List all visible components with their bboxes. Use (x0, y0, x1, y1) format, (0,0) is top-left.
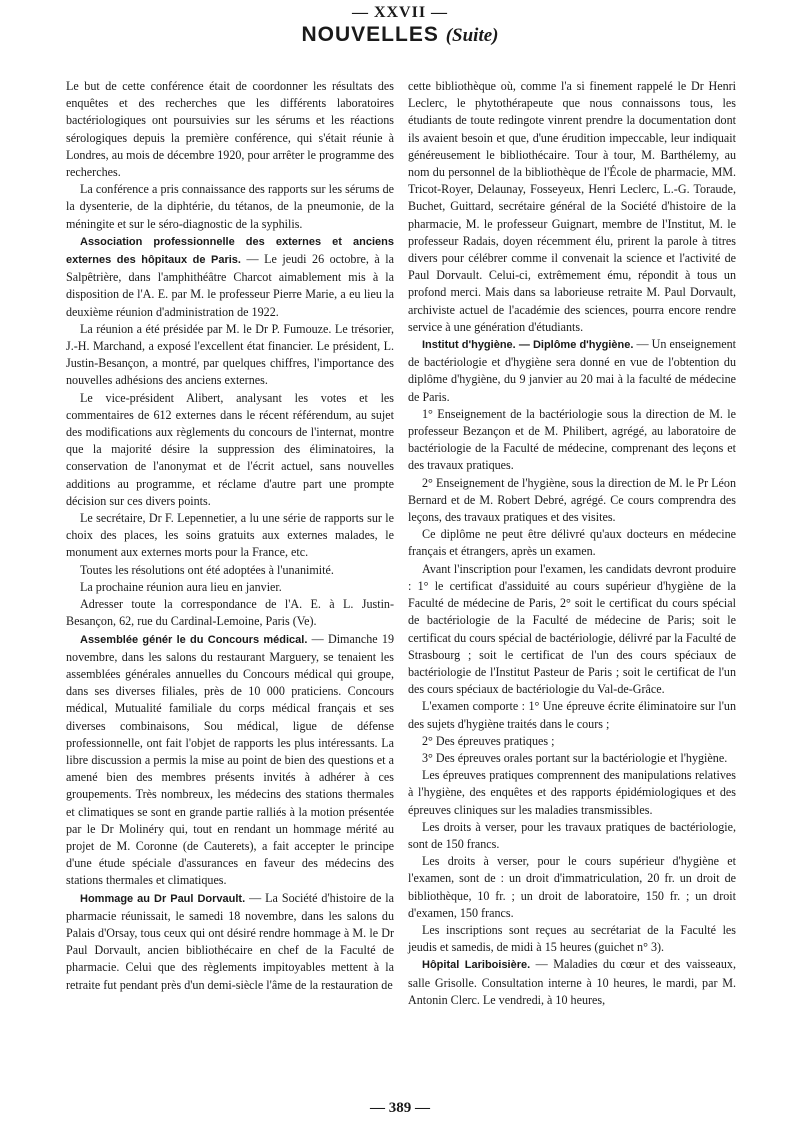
section-text: — Dimanche 19 novembre, dans les salons du restaurant Marguery, se tenaient les assemblées générales annuelles du Concours médical qui groupe, dans ses diverses filiales, près de 10 000 praticiens. Concours médical, Mutualité familiale du corps médical français et ses diverses combinaisons, Sou médical, ligue de défense professionnelle, ont fait l'objet de rapports les plus intéressants. La libre discussion a permis la mise au point de bien des questions et a amené bien des membres présents invités à adhérer à ces groupements. Très nombreux, les médecins des stations thermales et climatiques se sont en grande partie ralliés à la motion présentée par le Dr Molinéry qui, tout en rendant un hommage mérité au projet de M. Coronne (de Cauterets), a fait accepter le principe d'une étude spéciale d'assurances en faveur des médecins des stations thermales et climatiques. (66, 631, 394, 888)
paragraph: Les épreuves pratiques comprennent des manipulations relatives à l'hygiène, des enquêtes et des rapports épidémiologiques et des épreuves cliniques sur les maladies transmissibles. (408, 768, 736, 817)
paragraph: Le secrétaire, Dr F. Lepennetier, a lu une série de rapports sur le choix des places, les soins gratuits aux externes malades, le monument aux externes morts pour la France, etc. (66, 511, 394, 560)
paragraph: Le vice-président Alibert, analysant les votes et les commentaires de 612 externes dans le récent référendum, au sujet des modifications aux règlements du concours de l'internat, montre que la majorité désire la suppression des éliminatoires, la conservation de l'anonymat et de l'écrit actuel, sans nouvelles additions au programme, et réclame d'autre part une prompte décision sur ces divers points. (66, 390, 394, 508)
section-hommage (66, 890, 394, 994)
section-heading: Hommage au Dr Paul Dorvault. (80, 892, 246, 905)
paragraph: Les droits à verser, pour les travaux pratiques de bactériologie, sont de 150 francs. (408, 819, 736, 851)
section-assemblee (66, 631, 394, 890)
paragraph: 1° Enseignement de la bactériologie sous la direction de M. le professeur Bezançon et de M. Philibert, agrégé, au laboratoire de bactériologie de la Faculté de médecine, comprenant des leçons et des travaux pratiques. (408, 406, 736, 473)
section-hopital (408, 956, 736, 1009)
roman-page-number: — XXVII — (351, 4, 449, 21)
section-text: — Le jeudi 26 octobre, à la Salpêtrière, dans l'amphithéâtre Charcot aimablement mis à la disposition de l'A. E. par M. le professeur Pierre Marie, a eu lieu la deuxième réunion d'administration de 1922. (66, 252, 394, 319)
paragraph: 2° Enseignement de l'hygiène, sous la direction de M. le Pr Léon Bernard et de M. Robert Debré, agrégé. Ce cours comprendra des leçons, des travaux pratiques et des visites. (408, 475, 736, 525)
paragraph: Le but de cette conférence était de coordonner les résultats des enquêtes et des recherches que les différents laboratoires bactériologiques ont poursuivies sur les sérums et les réactions sérologiques depuis la première conférence, qui s'était réunie à Londres, au mois de décembre 1920, pour arrêter le programme des recherches. (66, 79, 394, 180)
paragraph: Ce diplôme ne peut être délivré qu'aux docteurs en médecine français et étrangers, après un examen. (408, 527, 736, 559)
paragraph: La prochaine réunion aura lieu en janvier. (80, 579, 282, 594)
section-text: — Un enseignement de bactériologie et d'hygiène sera donné en vue de l'obtention du diplôme d'hygiène, du 9 janvier au 20 mai à la faculté de médecine de Paris. (408, 337, 736, 404)
paragraph: Les inscriptions sont reçues au secrétariat de la Faculté les jeudis et samedis, de midi à 15 heures (guichet n° 3). (408, 922, 736, 955)
paragraph: La conférence a pris connaissance des rapports sur les sérums de la dysenterie, de la diphtérie, du tétanos, de la pneumonie, de la méningite et sur le séro-diagnostic de la syphilis. (66, 182, 394, 231)
paragraph: Les droits à verser, pour le cours supérieur d'hygiène et l'examen, sont de : un droit d'immatriculation, 20 fr. un droit de bibliothèque, 10 fr. ; un droit de laboratoire, 150 fr. ; un droit d'examen, 150 francs. (408, 854, 736, 920)
section-text: — Maladies du cœur et des vaisseaux, salle Grisolle. Consultation interne à 10 heures, le mardi, par M. Antonin Clerc. Le vendredi, à 10 heures, (408, 957, 736, 1007)
page-number: — 389 — (370, 1100, 430, 1116)
section-heading: Assemblée génér le du Concours médical. (80, 633, 308, 646)
title-main: NOUVELLES (301, 23, 439, 46)
paragraph: 3° Des épreuves orales portant sur la bactériologie et l'hygiène. (422, 750, 728, 765)
left-column (66, 78, 394, 994)
section-association (66, 233, 394, 321)
title-suffix: (Suite) (445, 25, 499, 46)
section-heading: Hôpital Lariboisière. (422, 959, 531, 972)
section-heading: Association professionnelle des externes et anciens externes des hôpitaux de Paris. (66, 235, 394, 267)
section-heading: Institut d'hygiène. — Diplôme d'hygiène. (422, 339, 634, 352)
paragraph: Toutes les résolutions ont été adoptées à l'unanimité. (80, 562, 334, 577)
section-text: — La Société d'histoire de la pharmacie réunissait, le samedi 18 novembre, dans les salons du Palais d'Orsay, tous ceux qui ont désiré rendre hommage à M. le Dr Paul Dorvault, ancien bibliothécaire en chef de la Faculté de pharmacie. Celui que des règlements impitoyables mettent à la retraite fut pendant près d'un demi-siècle l'âme de la restauration de (66, 890, 395, 992)
paragraph: L'examen comporte : 1° Une épreuve écrite éliminatoire sur l'un des sujets d'hygiène traités dans le cours ; (408, 699, 736, 731)
page-title (0, 23, 800, 47)
paragraph: Avant l'inscription pour l'examen, les candidats devront produire : 1° le certificat d'assiduité au cours supérieur d'hygiène de la Faculté de médecine de Paris, 2° soit le certificat du cours spécial de bactériologie de la Faculté de médecine de Paris; soit le certificat du cours spécial de bactériologie, délivré par la Faculté de Strasbourg ; soit le certificat de l'un des cours spéciaux de bactériologie de l'Institut Pasteur de Paris ; soit le certificat de l'un des cours spéciaux de bactériologie du Val-de-Grâce. (408, 561, 736, 697)
paragraph: La réunion a été présidée par M. le Dr P. Fumouze. Le trésorier, J.-H. Marchand, a exposé l'excellent état financier. Le président, L. Justin-Besançon, a montré, par quelques chiffres, l'importance des nouvelles adhésions des anciens externes. (66, 321, 394, 388)
right-column (408, 78, 736, 1009)
section-institut (408, 336, 736, 406)
paragraph: Adresser toute la correspondance de l'A. E. à L. Justin-Besançon, 62, rue du Cardinal-Lemoine, Paris (Ve). (66, 597, 394, 629)
paragraph: 2° Des épreuves pratiques ; (422, 733, 555, 748)
paragraph: cette bibliothèque où, comme l'a si finement rappelé le Dr Henri Leclerc, le phytothérapeute que nous connaissons tous, les étudiants de toute redingote vinrent prendre la documentation dont ils avaient besoin et que, d'une érudition impeccable, leur indiquait généreusement le bibliothécaire. Tour à tour, M. Barthélemy, au nom du personnel de la bibliothèque de l'École de pharmacie, MM. Tricot-Royer, Delaunay, Fosseyeux, Henri Leclerc, L.-G. Toraude, Buchet, Guittard, secrétaire général de la Société d'histoire de la pharmacie, M. le professeur Guignart, membre de l'Institut, M. le professeur Radais, doyen récemment élu, prirent la parole à titres divers pour célébrer comme il convenait la science et l'activité de Paul Dorvault. Celui-ci, extrêmement ému, répondit à tous un profond merci. Mais dans sa laborieuse retraite M. Paul Dorvault, archiviste actuel de l'académie des sciences, pourra encore rendre service à une génération d'étudiants. (408, 79, 736, 334)
